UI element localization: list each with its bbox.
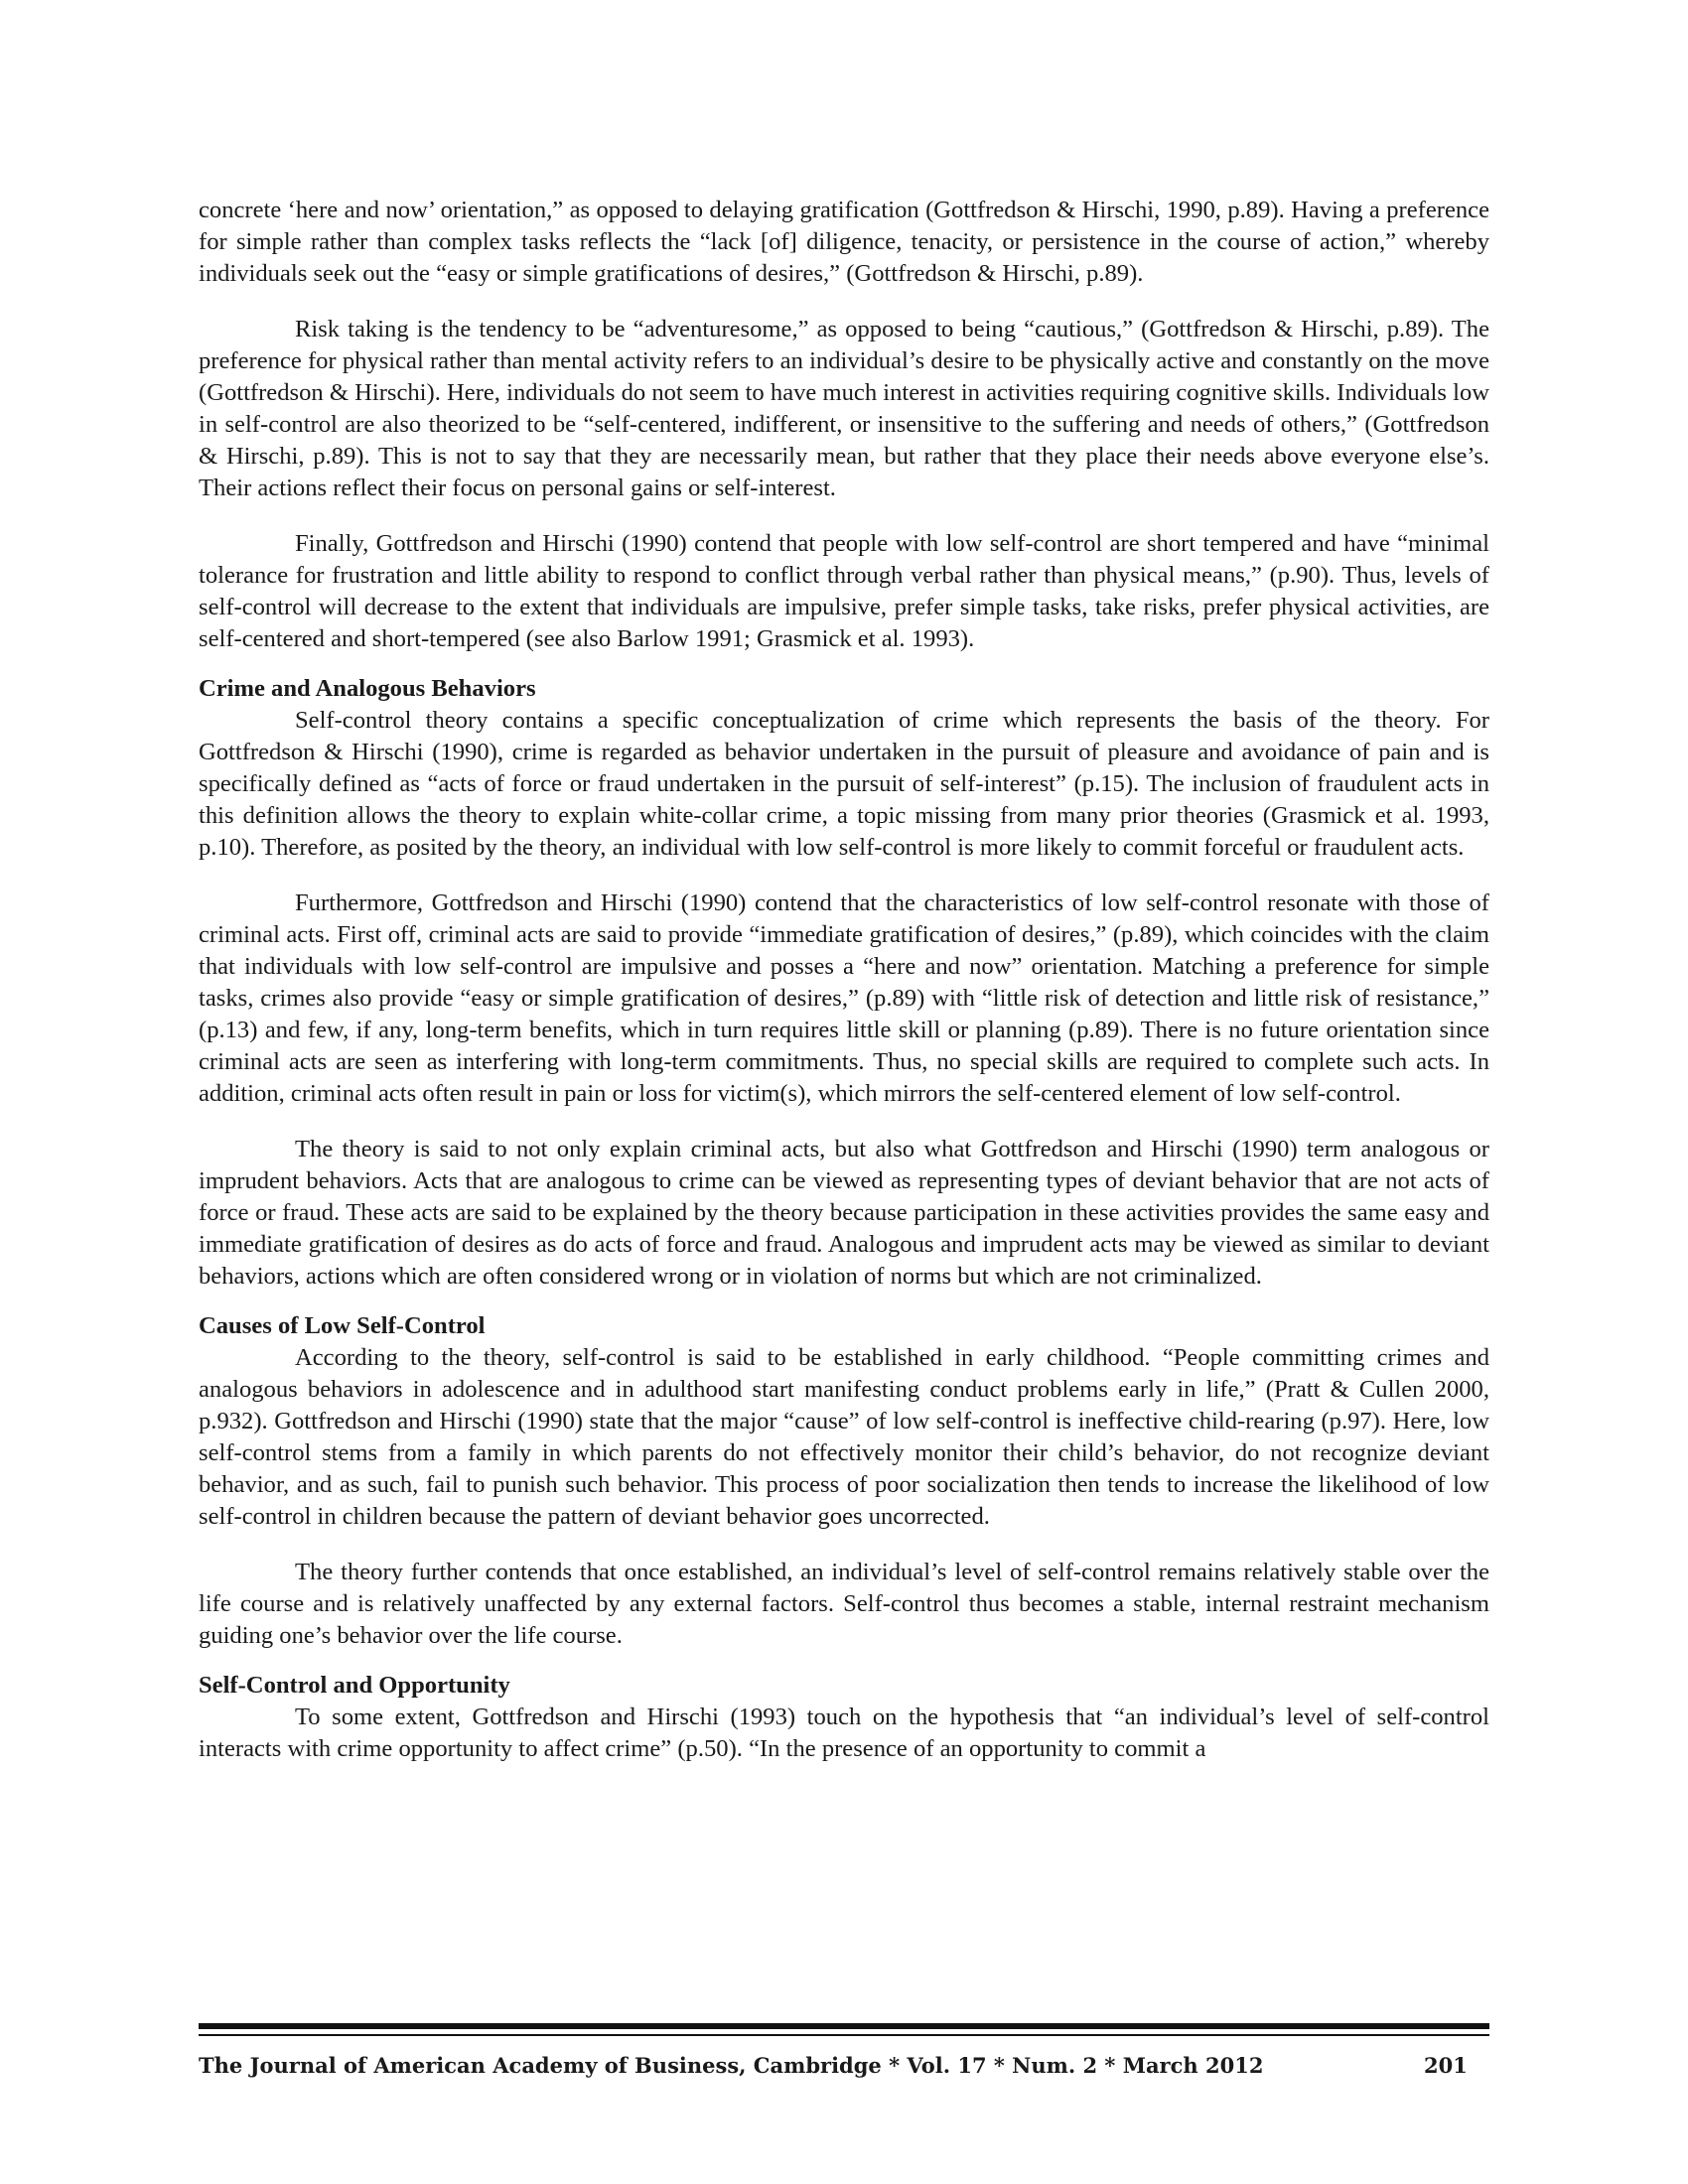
footer-rule-thick [199,2023,1489,2029]
page-body [199,195,1489,1789]
paragraph: Furthermore, Gottfredson and Hirschi (1990) contend that the characteristics of low self-control resonate with those of criminal acts. First off, criminal acts are said to provide “immediate gratification of desires,” (p.89), which coincides with the claim that individuals with low self-control are impulsive and posses a “here and now” orientation. Matching a preference for simple tasks, crimes also provide “easy or simple gratification of desires,” (p.89) with “little risk of detection and little risk of resistance,” (p.13) and few, if any, long-term benefits, which in turn requires little skill or planning (p.89). There is no future orientation since criminal acts are seen as interfering with long-term commitments. Thus, no special skills are required to complete such acts. In addition, criminal acts often result in pain or loss for victim(s), which mirrors the self-centered element of low self-control. [199,889,1489,1107]
paragraph: Finally, Gottfredson and Hirschi (1990) contend that people with low self-control are short tempered and have “minimal tolerance for frustration and little ability to respond to conflict through verbal rather than physical means,” (p.90). Thus, levels of self-control will decrease to the extent that individuals are impulsive, prefer simple tasks, take risks, prefer physical activities, are self-centered and short-tempered (see also Barlow 1991; Grasmick et al. 1993). [199,530,1489,652]
paragraph: The theory further contends that once established, an individual’s level of self-control remains relatively stable over the life course and is relatively unaffected by any external factors. Self-control thus becomes a stable, internal restraint mechanism guiding one’s behavior over the life course. [199,1559,1489,1649]
paragraph: Self-control theory contains a specific conceptualization of crime which represents the basis of the theory. For Gottfredson & Hirschi (1990), crime is regarded as behavior undertaken in the pursuit of pleasure and avoidance of pain and is specifically defined as “acts of force or fraud undertaken in the pursuit of self-interest” (p.15). The inclusion of fraudulent acts in this definition allows the theory to explain white-collar crime, a topic missing from many prior theories (Grasmick et al. 1993, p.10). Therefore, as posited by the theory, an individual with low self-control is more likely to commit forceful or fraudulent acts. [199,707,1489,861]
footer-rule-thin [199,2034,1489,2036]
paragraph: The theory is said to not only explain criminal acts, but also what Gottfredson and Hirschi (1990) term analogous or imprudent behaviors. Acts that are analogous to crime can be viewed as representing types of deviant behavior that are not acts of force or fraud. These acts are said to be explained by the theory because participation in these activities provides the same easy and immediate gratification of desires as do acts of force and fraud. Analogous and imprudent acts may be viewed as similar to deviant behaviors, actions which are often considered wrong or in violation of norms but which are not criminalized. [199,1136,1489,1290]
section-heading: Self-Control and Opportunity [199,1672,510,1699]
footer-journal-citation: The Journal of American Academy of Business, Cambridge * Vol. 17 * Num. 2 * March 2012 [199,2053,1264,2078]
paragraph: To some extent, Gottfredson and Hirschi (1993) touch on the hypothesis that “an individual’s level of self-control interacts with crime opportunity to affect crime” (p.50). “In the presence of an opportunity to commit a [199,1704,1489,1762]
paragraph: Risk taking is the tendency to be “adventuresome,” as opposed to being “cautious,” (Gottfredson & Hirschi, p.89). The preference for physical rather than mental activity refers to an individual’s desire to be physically active and constantly on the move (Gottfredson & Hirschi). Here, individuals do not seem to have much interest in activities requiring cognitive skills. Individuals low in self-control are also theorized to be “self-centered, indifferent, or insensitive to the suffering and needs of others,” (Gottfredson & Hirschi, p.89). This is not to say that they are necessarily mean, but rather that they place their needs above everyone else’s. Their actions reflect their focus on personal gains or self-interest. [199,316,1489,501]
section-causes-low-self-control [199,1310,1489,1652]
section-heading: Crime and Analogous Behaviors [199,675,536,702]
page-number: 201 [1424,2053,1468,2078]
section-self-control-opportunity [199,1670,1489,1765]
section-crime-analogous-behaviors [199,673,1489,1293]
section-heading: Causes of Low Self-Control [199,1312,486,1339]
paragraph: According to the theory, self-control is said to be established in early childhood. “People committing crimes and analogous behaviors in adolescence and in adulthood start manifesting conduct problems early in life,” (Pratt & Cullen 2000, p.932). Gottfredson and Hirschi (1990) state that the major “cause” of low self-control is ineffective child-rearing (p.97). Here, low self-control stems from a family in which parents do not effectively monitor their child’s behavior, do not recognize deviant behavior, and as such, fail to punish such behavior. This process of poor socialization then tends to increase the likelihood of low self-control in children because the pattern of deviant behavior goes uncorrected. [199,1344,1489,1530]
paragraph: concrete ‘here and now’ orientation,” as opposed to delaying gratification (Gottfredson & Hirschi, 1990, p.89). Having a preference for simple rather than complex tasks reflects the “lack [of] diligence, tenacity, or persistence in the course of action,” whereby individuals seek out the “easy or simple gratifications of desires,” (Gottfredson & Hirschi, p.89). [199,197,1489,287]
